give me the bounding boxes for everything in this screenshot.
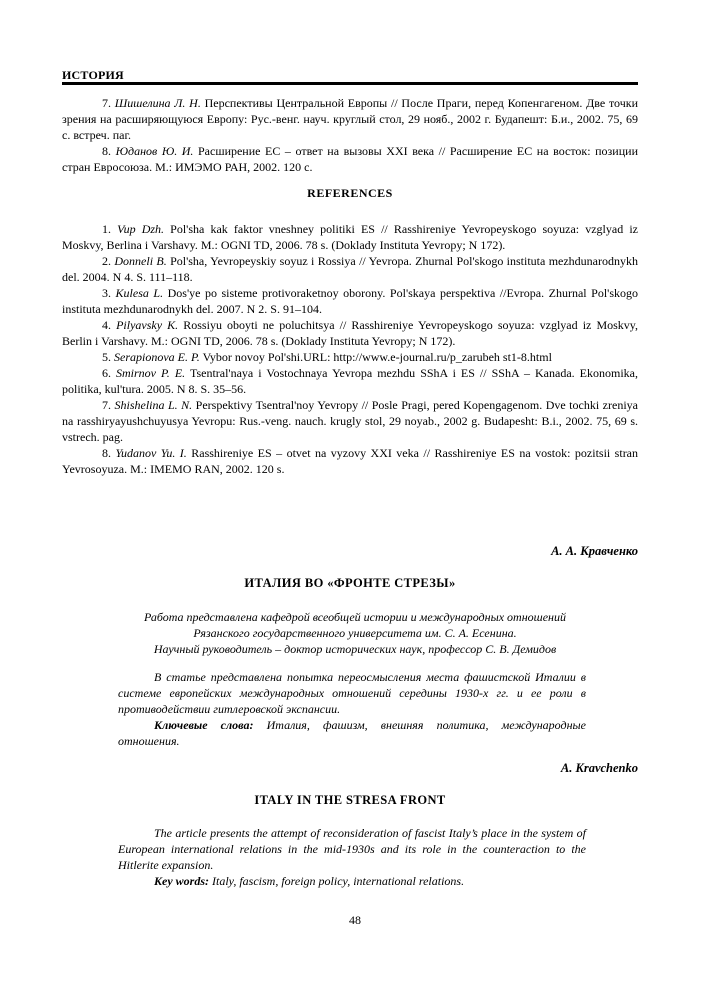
affiliation-note xyxy=(100,609,610,657)
reference-number: 3. xyxy=(102,286,111,300)
reference-text: Перспективы Центральной Европы // После Праги, перед Копенгагеном. Две точки зрения на расширяющуюся Европу: Рус.-венг. науч. круглый стол, 29 нояб., 2002 г. Будапешт: Б.и., 2002. 75, 69 с. встреч. паг. xyxy=(62,96,638,142)
keywords-line xyxy=(118,717,586,749)
reference-number: 1. xyxy=(102,222,111,236)
reference-text: Rossiyu oboyti ne poluchitsya // Rasshireniye Yevropeyskogo soyuza: vzglyad iz Moskvy, Berlin i Varshavy. M.: OGNI TD, 2006. 78 s. (Doklady Instituta Yevropy; N 172). xyxy=(62,318,639,348)
reference-text: Pol'sha, Yevropeyskiy soyuz i Rossiya // Yevropa. Zhurnal Pol'skogo instituta mezhdunarodnykh del. 2004. N 4. S. 111–118. xyxy=(62,254,639,284)
reference-author: Шишелина Л. Н. xyxy=(114,96,201,110)
reference-text: Tsentral'naya i Vostochnaya Yevropa mezhdu SShA i ES // SShA – Kanada. Ekonomika, politika, kul'tura. 2005. N 8. S. 35–56. xyxy=(62,366,638,396)
reference-author: Юданов Ю. И. xyxy=(115,144,194,158)
ru-references-list xyxy=(62,95,638,175)
reference-entry xyxy=(62,349,638,365)
reference-author: Donneli B. xyxy=(114,254,167,268)
reference-number: 5. xyxy=(102,350,111,364)
abstract-ru xyxy=(118,669,586,749)
reference-entry xyxy=(62,397,638,445)
reference-entry xyxy=(62,445,638,477)
abstract-text: В статье представлена попытка переосмысления места фашистской Италии в системе европейских международных отношений середины 1930-х гг. и ее роли в противодействии гитлеровской экспансии. xyxy=(118,670,586,716)
reference-author: Pilyavsky K. xyxy=(116,318,179,332)
references-heading: REFERENCES xyxy=(307,186,393,200)
reference-entry xyxy=(62,95,638,143)
keywords-label: Key words: xyxy=(154,874,209,888)
reference-text: Rasshireniye ES – otvet na vyzovy XXI veka // Rasshireniye ES na vostok: pozitsii stran Yevrosoyuza. M.: IMEMO RAN, 2002. 120 s. xyxy=(62,446,639,476)
reference-text: Dos'ye po sisteme protivoraketnoy oborony. Pol'skaya perspektiva //Evropa. Zhurnal Pol'skogo instituta mezhdunarodnykh del. 2007. N 2. S. 91–104. xyxy=(62,286,638,316)
reference-entry xyxy=(62,143,638,175)
header-rule xyxy=(62,82,638,85)
article-author-en: A. Kravchenko xyxy=(560,761,638,775)
reference-number: 2. xyxy=(102,254,111,268)
article-author-ru: А. А. Кравченко xyxy=(551,544,638,558)
reference-number: 4. xyxy=(102,318,111,332)
running-head: ИСТОРИЯ xyxy=(62,68,124,82)
reference-author: Smirnov P. E. xyxy=(116,366,186,380)
reference-entry xyxy=(62,253,638,285)
affiliation-line: Работа представлена кафедрой всеобщей истории и международных отношений xyxy=(143,610,566,624)
reference-author: Shishelina L. N. xyxy=(114,398,193,412)
reference-entry xyxy=(62,317,638,349)
en-references-list xyxy=(62,221,638,477)
reference-number: 7. xyxy=(102,398,111,412)
reference-author: Yudanov Yu. I. xyxy=(115,446,187,460)
reference-text: Vybor novoy Pol'shi.URL: http://www.e-journal.ru/p_zarubeh st1-8.html xyxy=(199,350,552,364)
abstract-en xyxy=(118,825,586,889)
reference-number: 7. xyxy=(102,96,111,110)
keywords-label: Ключевые слова: xyxy=(154,718,254,732)
reference-number: 8. xyxy=(102,144,111,158)
page-number: 48 xyxy=(349,913,361,927)
article-title-en: ITALY IN THE STRESA FRONT xyxy=(254,793,446,807)
reference-entry xyxy=(62,221,638,253)
reference-number: 8. xyxy=(102,446,111,460)
keywords-text: Italy, fascism, foreign policy, international relations. xyxy=(209,874,465,888)
article-title-ru: ИТАЛИЯ ВО «ФРОНТЕ СТРЕЗЫ» xyxy=(244,576,456,590)
affiliation-line: Рязанского государственного университета им. С. А. Есенина. xyxy=(193,626,517,640)
reference-author: Vup Dzh. xyxy=(117,222,165,236)
reference-entry xyxy=(62,365,638,397)
reference-author: Kulesa L. xyxy=(115,286,164,300)
keywords-line xyxy=(118,873,586,889)
reference-author: Serapionova E. P. xyxy=(114,350,200,364)
keywords-text: Италия, фашизм, внешняя политика, международные отношения. xyxy=(118,718,587,748)
reference-text: Pol'sha kak faktor vneshney politiki ES // Rasshireniye Yevropeyskogo soyuza: vzglyad iz Moskvy, Berlina i Varshavy. M.: OGNI TD, 2006. 78 s. (Doklady Instituta Yevropy; N 172). xyxy=(62,222,639,252)
reference-number: 6. xyxy=(102,366,111,380)
reference-entry xyxy=(62,285,638,317)
reference-text: Perspektivy Tsentral'noy Yevropy // Posle Pragi, pered Kopengagenom. Dve tochki zreniya na rasshiryayushchuyusya Yevropu: Rus.-veng. nauch. krugly stol, 29 noyab., 2002 g. Budapesht: B.i., 2002. 75, 69 s. vstrech. pag. xyxy=(62,398,638,444)
affiliation-line: Научный руководитель – доктор исторических наук, профессор С. В. Демидов xyxy=(153,642,557,656)
reference-text: Расширение ЕС – ответ на вызовы XXI века // Расширение ЕС на восток: позиции стран Евросоюза. М.: ИМЭМО РАН, 2002. 120 с. xyxy=(62,144,638,174)
abstract-text: The article presents the attempt of reconsideration of fascist Italy’s place in the system of European international relations in the mid-1930s and its role in the counteraction to the Hitlerite expansion. xyxy=(118,826,586,872)
